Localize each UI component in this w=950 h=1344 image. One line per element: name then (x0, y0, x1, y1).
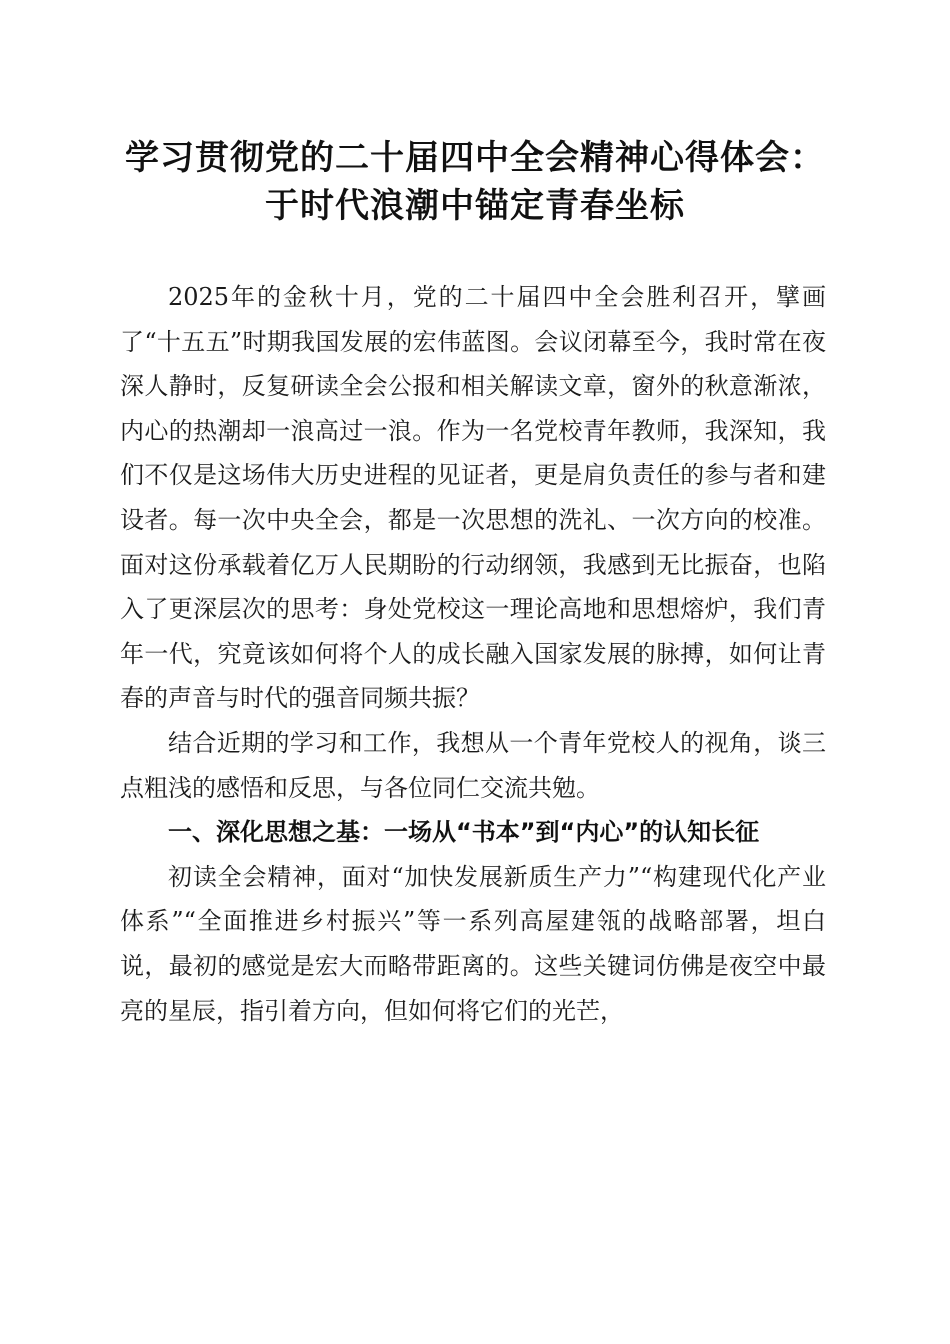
section-heading-1: 一、深化思想之基：一场从“书本”到“内心”的认知长征 (168, 818, 760, 847)
paragraph-purpose: 结合近期的学习和工作，我想从一个青年党校人的视角，谈三点粗浅的感悟和反思，与各位同仁交流共勉。 (120, 728, 826, 802)
document-body (120, 275, 826, 1033)
paragraph-intro: 2025年的金秋十月，党的二十届四中全会胜利召开，擘画了“十五五”时期我国发展的宏伟蓝图。会议闭幕至今，我时常在夜深人静时，反复研读全会公报和相关解读文章，窗外的秋意渐浓，内心的热潮却一浪高过一浪。作为一名党校青年教师，我深知，我们不仅是这场伟大历史进程的见证者，更是肩负责任的参与者和建设者。每一次中央全会，都是一次思想的洗礼、一次方向的校准。面对这份承载着亿万人民期盼的行动纲领，我感到无比振奋，也陷入了更深层次的思考：身处党校这一理论高地和思想熔炉，我们青年一代，究竟该如何将个人的成长融入国家发展的脉搏，如何让青春的声音与时代的强音同频共振？ (120, 283, 826, 713)
document-title-line-1: 学习贯彻党的二十届四中全会精神心得体会： (125, 138, 825, 178)
document-title-line-2: 于时代浪潮中锚定青春坐标 (265, 186, 685, 226)
paragraph-section-1: 初读全会精神，面对“加快发展新质生产力”“构建现代化产业体系”“全面推进乡村振兴”等一系列高屋建瓴的战略部署，坦白说，最初的感觉是宏大而略带距离的。这些关键词仿佛是夜空中最亮的星辰，指引着方向，但如何将它们的光芒， (120, 862, 826, 1025)
